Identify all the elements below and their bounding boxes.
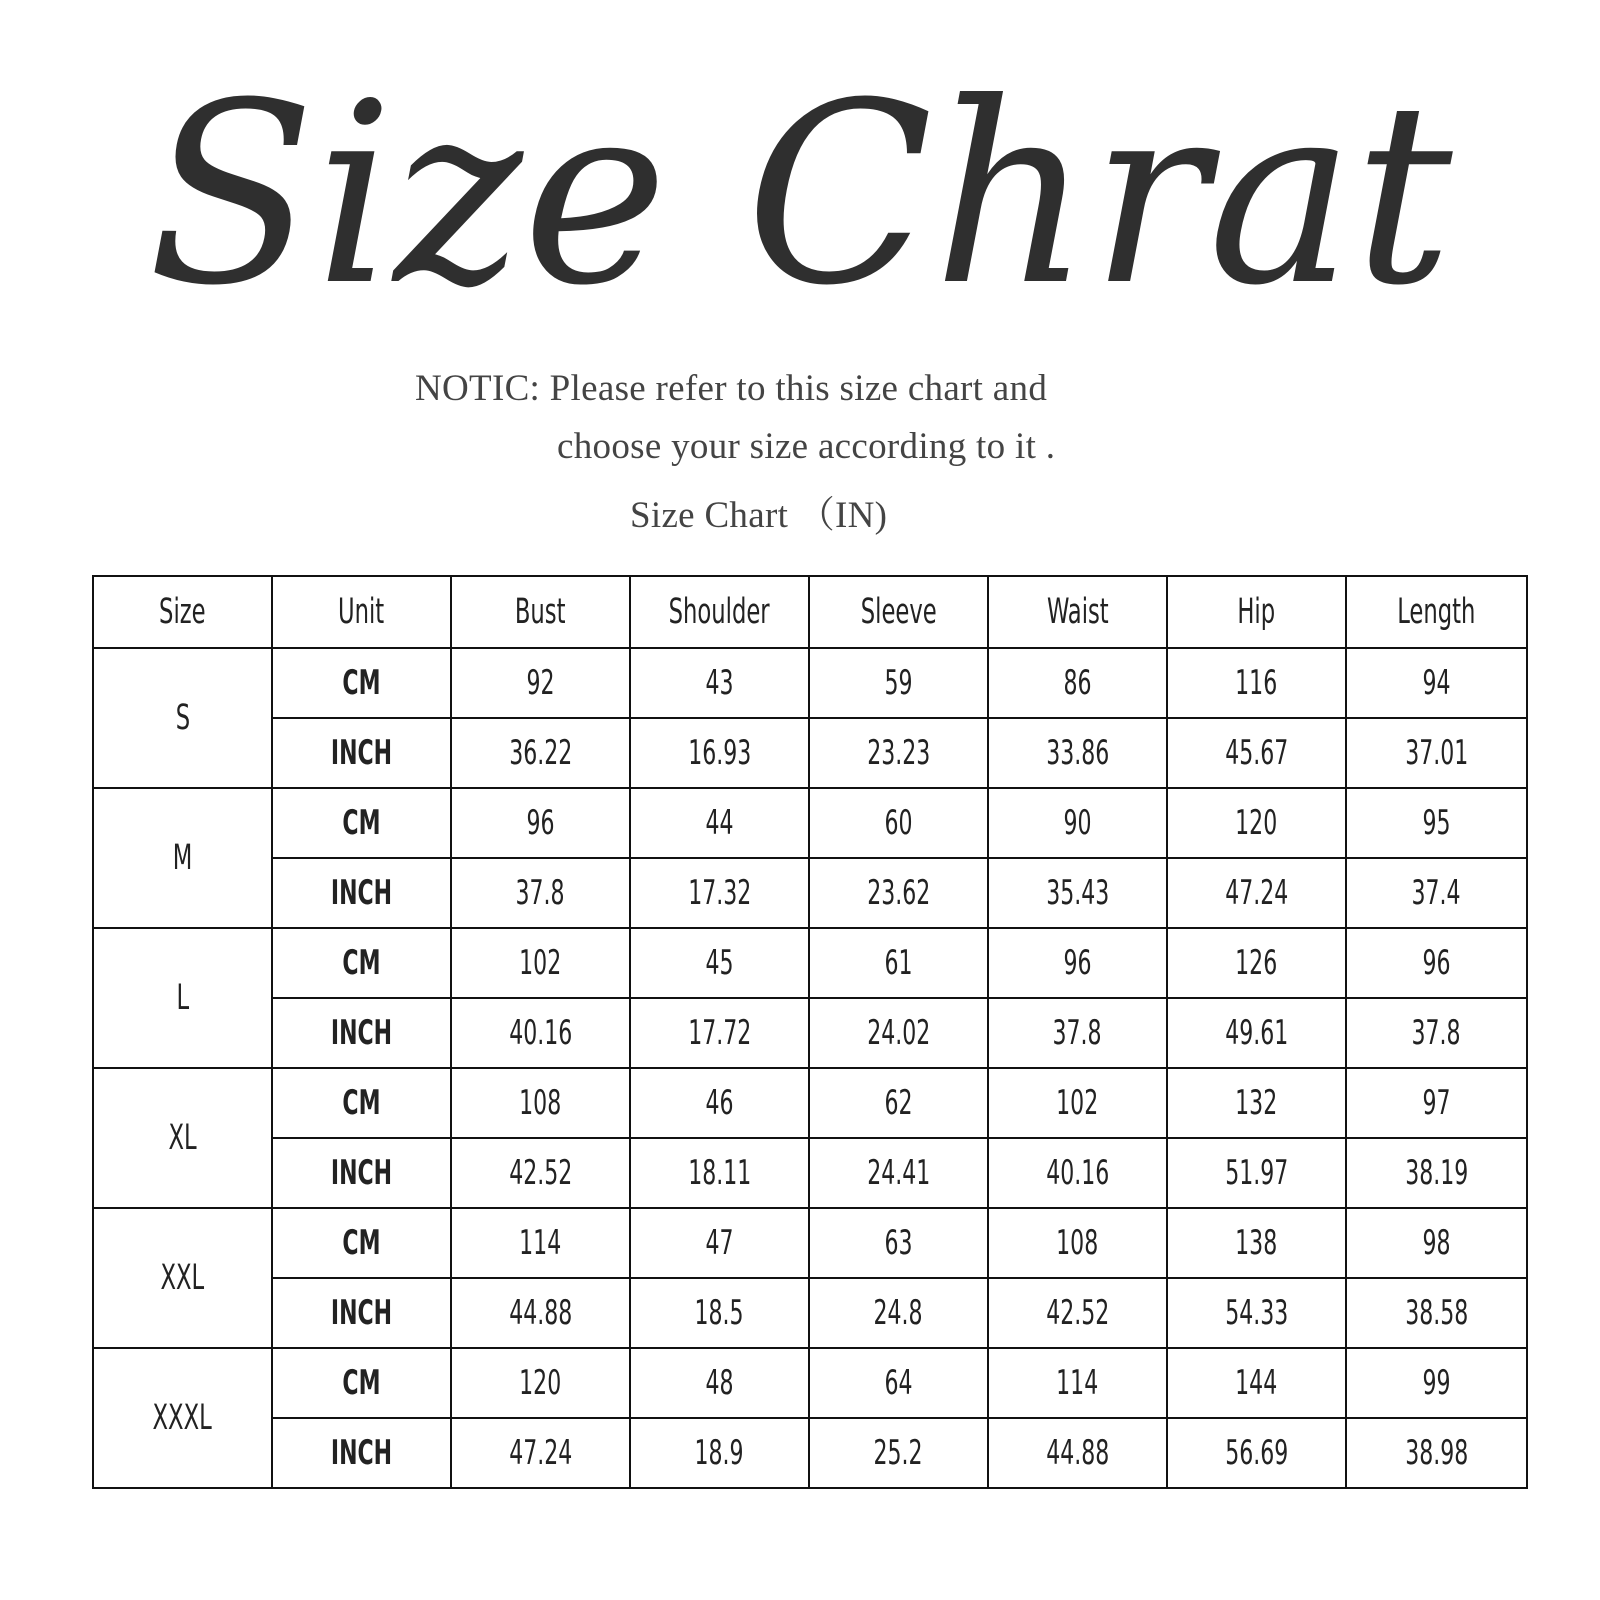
unit-inch: INCH <box>272 1418 451 1488</box>
cell-value: 37.8 <box>451 858 630 928</box>
cell-value: 98 <box>1346 1208 1527 1278</box>
cell-value: 60 <box>809 788 988 858</box>
header-waist: Waist <box>988 576 1167 648</box>
cell-value: 18.9 <box>630 1418 809 1488</box>
cell-value: 102 <box>988 1068 1167 1138</box>
unit-cm: CM <box>272 1208 451 1278</box>
cell-value: 51.97 <box>1167 1138 1346 1208</box>
cell-value: 36.22 <box>451 718 630 788</box>
table-row-m-inch <box>93 858 1527 928</box>
cell-value: 96 <box>1346 928 1527 998</box>
cell-value: 49.61 <box>1167 998 1346 1068</box>
notice-line-2: choose your size according to it . <box>557 426 1056 467</box>
unit-cm: CM <box>272 928 451 998</box>
cell-value: 35.43 <box>988 858 1167 928</box>
cell-value: 38.98 <box>1346 1418 1527 1488</box>
cell-value: 23.23 <box>809 718 988 788</box>
unit-inch: INCH <box>272 998 451 1068</box>
cell-value: 114 <box>451 1208 630 1278</box>
header-length: Length <box>1346 576 1527 648</box>
cell-value: 61 <box>809 928 988 998</box>
size-label-xxl: XXL <box>93 1208 272 1348</box>
cell-value: 96 <box>988 928 1167 998</box>
unit-inch: INCH <box>272 858 451 928</box>
cell-value: 23.62 <box>809 858 988 928</box>
header-bust: Bust <box>451 576 630 648</box>
unit-cm: CM <box>272 648 451 718</box>
table-row-s-cm <box>93 648 1527 718</box>
cell-value: 59 <box>809 648 988 718</box>
cell-value: 144 <box>1167 1348 1346 1418</box>
unit-inch: INCH <box>272 1278 451 1348</box>
cell-value: 86 <box>988 648 1167 718</box>
header-shoulder: Shoulder <box>630 576 809 648</box>
header-hip: Hip <box>1167 576 1346 648</box>
cell-value: 63 <box>809 1208 988 1278</box>
cell-value: 92 <box>451 648 630 718</box>
table-row-xxxl-inch <box>93 1418 1527 1488</box>
cell-value: 24.8 <box>809 1278 988 1348</box>
table-row-xl-cm <box>93 1068 1527 1138</box>
cell-value: 16.93 <box>630 718 809 788</box>
table-row-l-cm <box>93 928 1527 998</box>
cell-value: 45 <box>630 928 809 998</box>
cell-value: 47 <box>630 1208 809 1278</box>
size-chart-table <box>92 575 1528 1489</box>
cell-value: 40.16 <box>451 998 630 1068</box>
cell-value: 17.32 <box>630 858 809 928</box>
cell-value: 24.02 <box>809 998 988 1068</box>
cell-value: 42.52 <box>988 1278 1167 1348</box>
cell-value: 94 <box>1346 648 1527 718</box>
cell-value: 47.24 <box>1167 858 1346 928</box>
size-label-s: S <box>93 648 272 788</box>
cell-value: 114 <box>988 1348 1167 1418</box>
unit-inch: INCH <box>272 718 451 788</box>
size-chart-caption: Size Chart （IN) <box>630 495 888 536</box>
cell-value: 40.16 <box>988 1138 1167 1208</box>
size-label-m: M <box>93 788 272 928</box>
cell-value: 95 <box>1346 788 1527 858</box>
table-row-xxxl-cm <box>93 1348 1527 1418</box>
cell-value: 33.86 <box>988 718 1167 788</box>
cell-value: 45.67 <box>1167 718 1346 788</box>
table-header-row <box>93 576 1527 648</box>
cell-value: 120 <box>451 1348 630 1418</box>
cell-value: 120 <box>1167 788 1346 858</box>
cell-value: 38.58 <box>1346 1278 1527 1348</box>
cell-value: 116 <box>1167 648 1346 718</box>
page-title: Size Chrat <box>147 49 1453 340</box>
cell-value: 99 <box>1346 1348 1527 1418</box>
size-label-xl: XL <box>93 1068 272 1208</box>
cell-value: 18.11 <box>630 1138 809 1208</box>
cell-value: 37.8 <box>988 998 1167 1068</box>
cell-value: 44.88 <box>988 1418 1167 1488</box>
table-row-xxl-inch <box>93 1278 1527 1348</box>
cell-value: 24.41 <box>809 1138 988 1208</box>
cell-value: 44 <box>630 788 809 858</box>
header-size: Size <box>93 576 272 648</box>
size-label-l: L <box>93 928 272 1068</box>
cell-value: 132 <box>1167 1068 1346 1138</box>
cell-value: 102 <box>451 928 630 998</box>
cell-value: 108 <box>451 1068 630 1138</box>
cell-value: 25.2 <box>809 1418 988 1488</box>
unit-cm: CM <box>272 1068 451 1138</box>
cell-value: 64 <box>809 1348 988 1418</box>
table-row-m-cm <box>93 788 1527 858</box>
cell-value: 44.88 <box>451 1278 630 1348</box>
cell-value: 37.8 <box>1346 998 1527 1068</box>
table-row-l-inch <box>93 998 1527 1068</box>
table-row-xl-inch <box>93 1138 1527 1208</box>
cell-value: 47.24 <box>451 1418 630 1488</box>
table-row-xxl-cm <box>93 1208 1527 1278</box>
cell-value: 42.52 <box>451 1138 630 1208</box>
unit-cm: CM <box>272 1348 451 1418</box>
notice-line-1: NOTIC: Please refer to this size chart and <box>415 368 1048 409</box>
unit-cm: CM <box>272 788 451 858</box>
cell-value: 46 <box>630 1068 809 1138</box>
cell-value: 38.19 <box>1346 1138 1527 1208</box>
header-unit: Unit <box>272 576 451 648</box>
cell-value: 97 <box>1346 1068 1527 1138</box>
size-label-xxxl: XXXL <box>93 1348 272 1488</box>
cell-value: 56.69 <box>1167 1418 1346 1488</box>
cell-value: 62 <box>809 1068 988 1138</box>
header-sleeve: Sleeve <box>809 576 988 648</box>
table-row-s-inch <box>93 718 1527 788</box>
cell-value: 37.01 <box>1346 718 1527 788</box>
cell-value: 90 <box>988 788 1167 858</box>
cell-value: 126 <box>1167 928 1346 998</box>
cell-value: 138 <box>1167 1208 1346 1278</box>
cell-value: 43 <box>630 648 809 718</box>
cell-value: 96 <box>451 788 630 858</box>
cell-value: 108 <box>988 1208 1167 1278</box>
cell-value: 48 <box>630 1348 809 1418</box>
cell-value: 54.33 <box>1167 1278 1346 1348</box>
cell-value: 37.4 <box>1346 858 1527 928</box>
cell-value: 17.72 <box>630 998 809 1068</box>
unit-inch: INCH <box>272 1138 451 1208</box>
cell-value: 18.5 <box>630 1278 809 1348</box>
